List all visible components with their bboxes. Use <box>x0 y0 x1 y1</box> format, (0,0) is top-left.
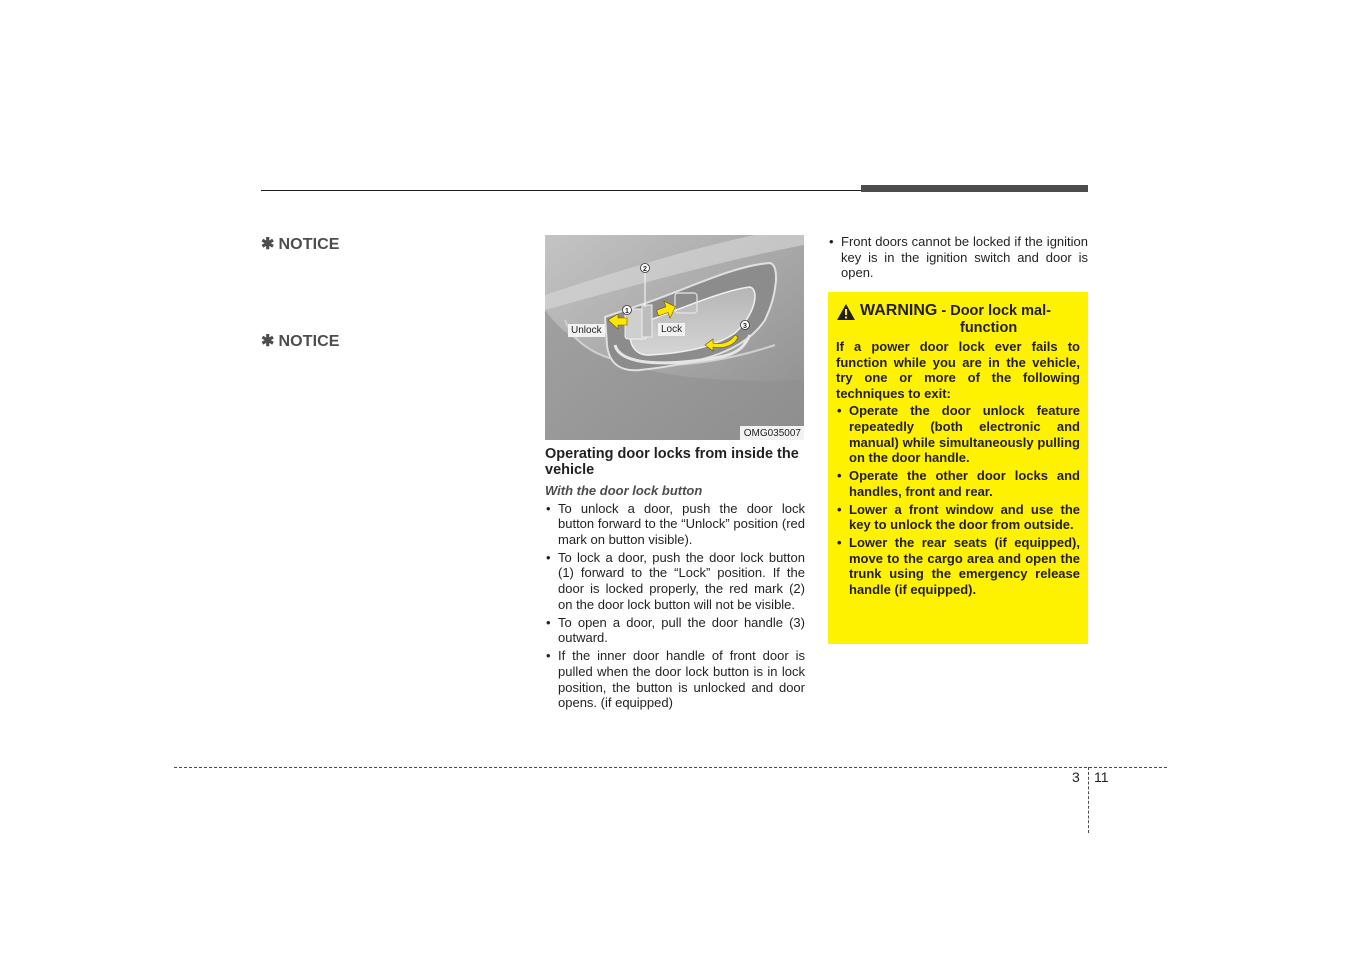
svg-text:1: 1 <box>625 308 629 315</box>
door-lock-illustration <box>545 235 804 440</box>
warning-label: WARNING <box>860 302 938 319</box>
note-list <box>828 234 1088 281</box>
notice-label: NOTICE <box>278 333 340 350</box>
warning-title: - Door lock mal- <box>941 303 1051 319</box>
warning-heading <box>836 302 1080 337</box>
list-item: • Front doors cannot be locked if the ignition key is in the ignition switch and door is open. <box>828 234 1088 281</box>
chapter-number: 3 <box>1072 769 1080 785</box>
page-number: 11 <box>1094 769 1109 785</box>
warning-box <box>828 292 1088 644</box>
notice-heading-2 <box>261 331 340 351</box>
warning-intro: If a power door lock ever fails to function while you are in the vehicle, try one or more of the following techniques to exit: <box>836 339 1080 401</box>
footer-rule <box>174 767 1167 768</box>
notice-heading-1 <box>261 234 340 254</box>
list-item: • Operate the other door locks and handles, front and rear. <box>836 468 1080 499</box>
header-rule <box>261 190 861 191</box>
list-item: • Lower a front window and use the key to unlock the door from outside. <box>836 502 1080 533</box>
warning-list <box>836 403 1080 597</box>
section-title: Operating door locks from inside the vehicle <box>545 446 799 478</box>
warning-triangle-icon <box>836 303 856 321</box>
asterisk-icon: ✱ <box>261 236 275 253</box>
list-item: • To lock a door, push the door lock button (1) forward to the “Lock” position. If the door is locked properly, the red mark (2) on the door lock button will not be visible. <box>545 550 805 612</box>
list-item: • Lower the rear seats (if equipped), move to the cargo area and open the trunk using the emergency release handle (if equipped). <box>836 535 1080 597</box>
warning-title-cont: function <box>960 320 1018 336</box>
asterisk-icon: ✱ <box>261 333 275 350</box>
instruction-list <box>545 501 805 711</box>
notice-label: NOTICE <box>278 236 340 253</box>
warning-body <box>836 339 1080 598</box>
door-lock-section <box>545 446 805 713</box>
door-panel-drawing <box>545 235 804 440</box>
svg-text:3: 3 <box>743 323 747 330</box>
list-item: • To unlock a door, push the door lock button forward to the “Unlock” position (red mark on button visible). <box>545 501 805 548</box>
unlock-label: Unlock <box>568 324 605 337</box>
list-item: • If the inner door handle of front door is pulled when the door lock button is in lock position, the button is unlocked and door opens. (if equipped) <box>545 648 805 710</box>
footer-divider <box>1088 767 1089 833</box>
right-column-notes <box>828 232 1088 283</box>
section-tab-bar <box>861 185 1088 192</box>
list-item: • To open a door, pull the door handle (3) outward. <box>545 615 805 646</box>
figure-code: OMG035007 <box>740 426 804 440</box>
lock-label: Lock <box>658 323 685 336</box>
subheading: With the door lock button <box>545 483 703 498</box>
list-item: • Operate the door unlock feature repeatedly (both electronic and manual) while simultaneously pulling on the door handle. <box>836 403 1080 465</box>
svg-text:2: 2 <box>643 266 647 273</box>
